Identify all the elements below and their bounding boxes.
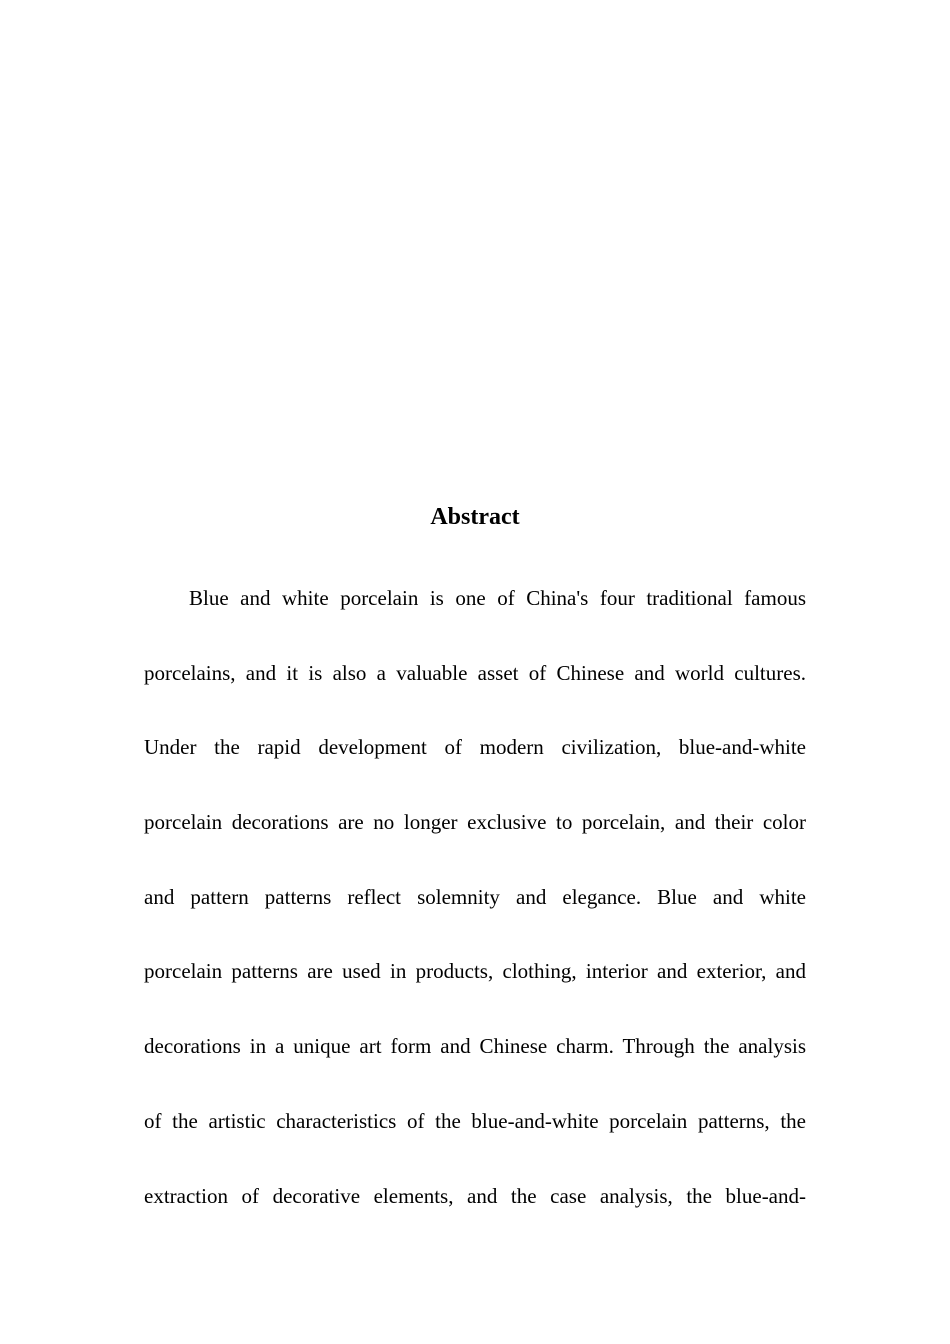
abstract-line: extraction of decorative elements, and the case analysis, the blue-and- (144, 1183, 806, 1208)
abstract-line: and pattern patterns reflect solemnity and elegance. Blue and white (144, 884, 806, 909)
abstract-heading: Abstract (430, 504, 520, 530)
abstract-line: porcelains, and it is also a valuable asset of Chinese and world cultures. (144, 660, 806, 685)
abstract-line: of the artistic characteristics of the blue-and-white porcelain patterns, the (144, 1108, 806, 1133)
abstract-line: porcelain decorations are no longer exclusive to porcelain, and their color (144, 810, 806, 835)
abstract-line: Blue and white porcelain is one of China's four traditional famous (189, 586, 806, 610)
abstract-line: Under the rapid development of modern civilization, blue-and-white (144, 735, 806, 760)
abstract-body (144, 575, 806, 1247)
abstract-line: decorations in a unique art form and Chinese charm. Through the analysis (144, 1034, 806, 1059)
abstract-line: porcelain patterns are used in products, clothing, interior and exterior, and (144, 959, 806, 984)
